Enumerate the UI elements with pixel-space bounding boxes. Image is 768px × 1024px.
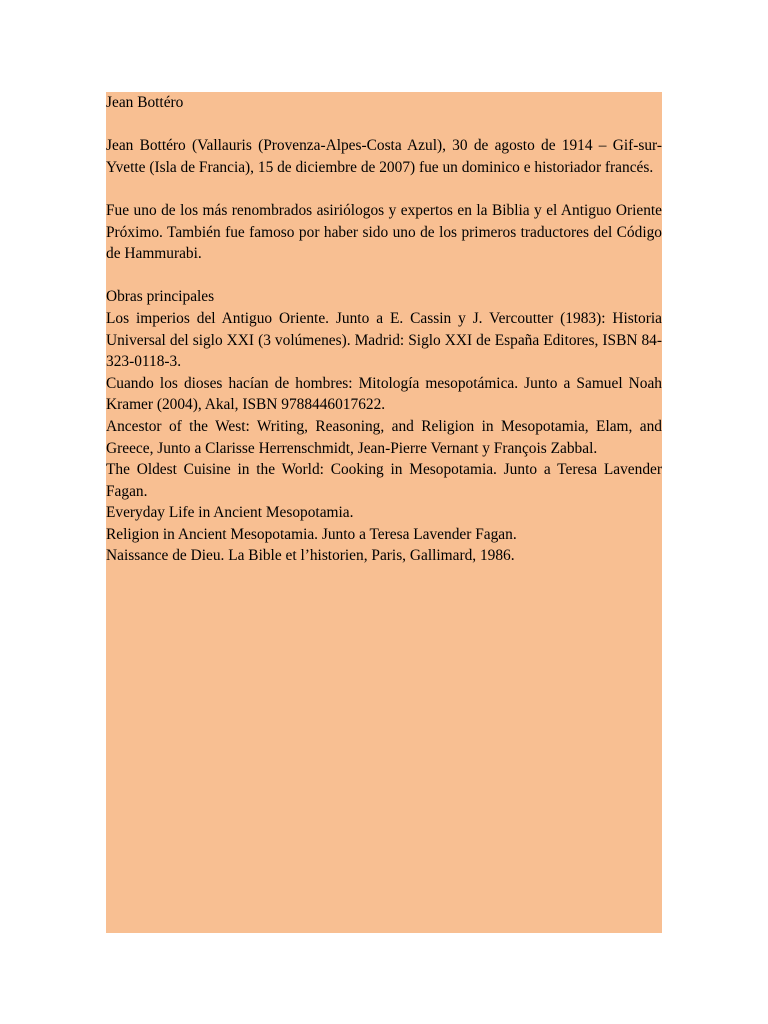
spacer xyxy=(106,114,662,136)
work-item: Ancestor of the West: Writing, Reasoning, and Religion in Mesopotamia, Elam, and Greece, Junto a Clarisse Herrenschmidt, Jean-Pierre Vernant y François Zabbal. xyxy=(106,417,662,457)
work-item: Cuando los dioses hacían de hombres: Mitología mesopotámica. Junto a Samuel Noah Kramer (2004), Akal, ISBN 9788446017622. xyxy=(106,374,662,414)
career-paragraph: Fue uno de los más renombrados asiriólogos y expertos en la Biblia y el Antiguo Oriente Próximo. También fue famoso por haber sido uno de los primeros traductores del Código de Hammurabi. xyxy=(106,201,662,263)
document-page xyxy=(106,92,662,933)
work-item: Religion in Ancient Mesopotamia. Junto a Teresa Lavender Fagan. xyxy=(106,525,517,543)
work-item: Los imperios del Antiguo Oriente. Junto a E. Cassin y J. Vercoutter (1983): Historia Universal del siglo XXI (3 volúmenes). Madrid: Siglo XXI de España Editores, ISBN 84-323-0118-3. xyxy=(106,309,662,371)
work-item: Naissance de Dieu. La Bible et l’historien, Paris, Gallimard, 1986. xyxy=(106,547,515,565)
work-item: Everyday Life in Ancient Mesopotamia. xyxy=(106,504,354,522)
works-heading: Obras principales xyxy=(106,288,215,306)
works-list xyxy=(106,308,662,567)
document-body xyxy=(106,92,662,567)
document-title: Jean Bottéro xyxy=(106,94,184,111)
work-item: The Oldest Cuisine in the World: Cooking in Mesopotamia. Junto a Teresa Lavender Fagan. xyxy=(106,461,662,500)
biography-paragraph: Jean Bottéro (Vallauris (Provenza-Alpes-Costa Azul), 30 de agosto de 1914 – Gif-sur-Yvette (Isla de Francia), 15 de diciembre de 2007) fue un dominico e historiador francés. xyxy=(106,137,662,176)
spacer xyxy=(106,265,662,287)
spacer xyxy=(106,178,662,200)
